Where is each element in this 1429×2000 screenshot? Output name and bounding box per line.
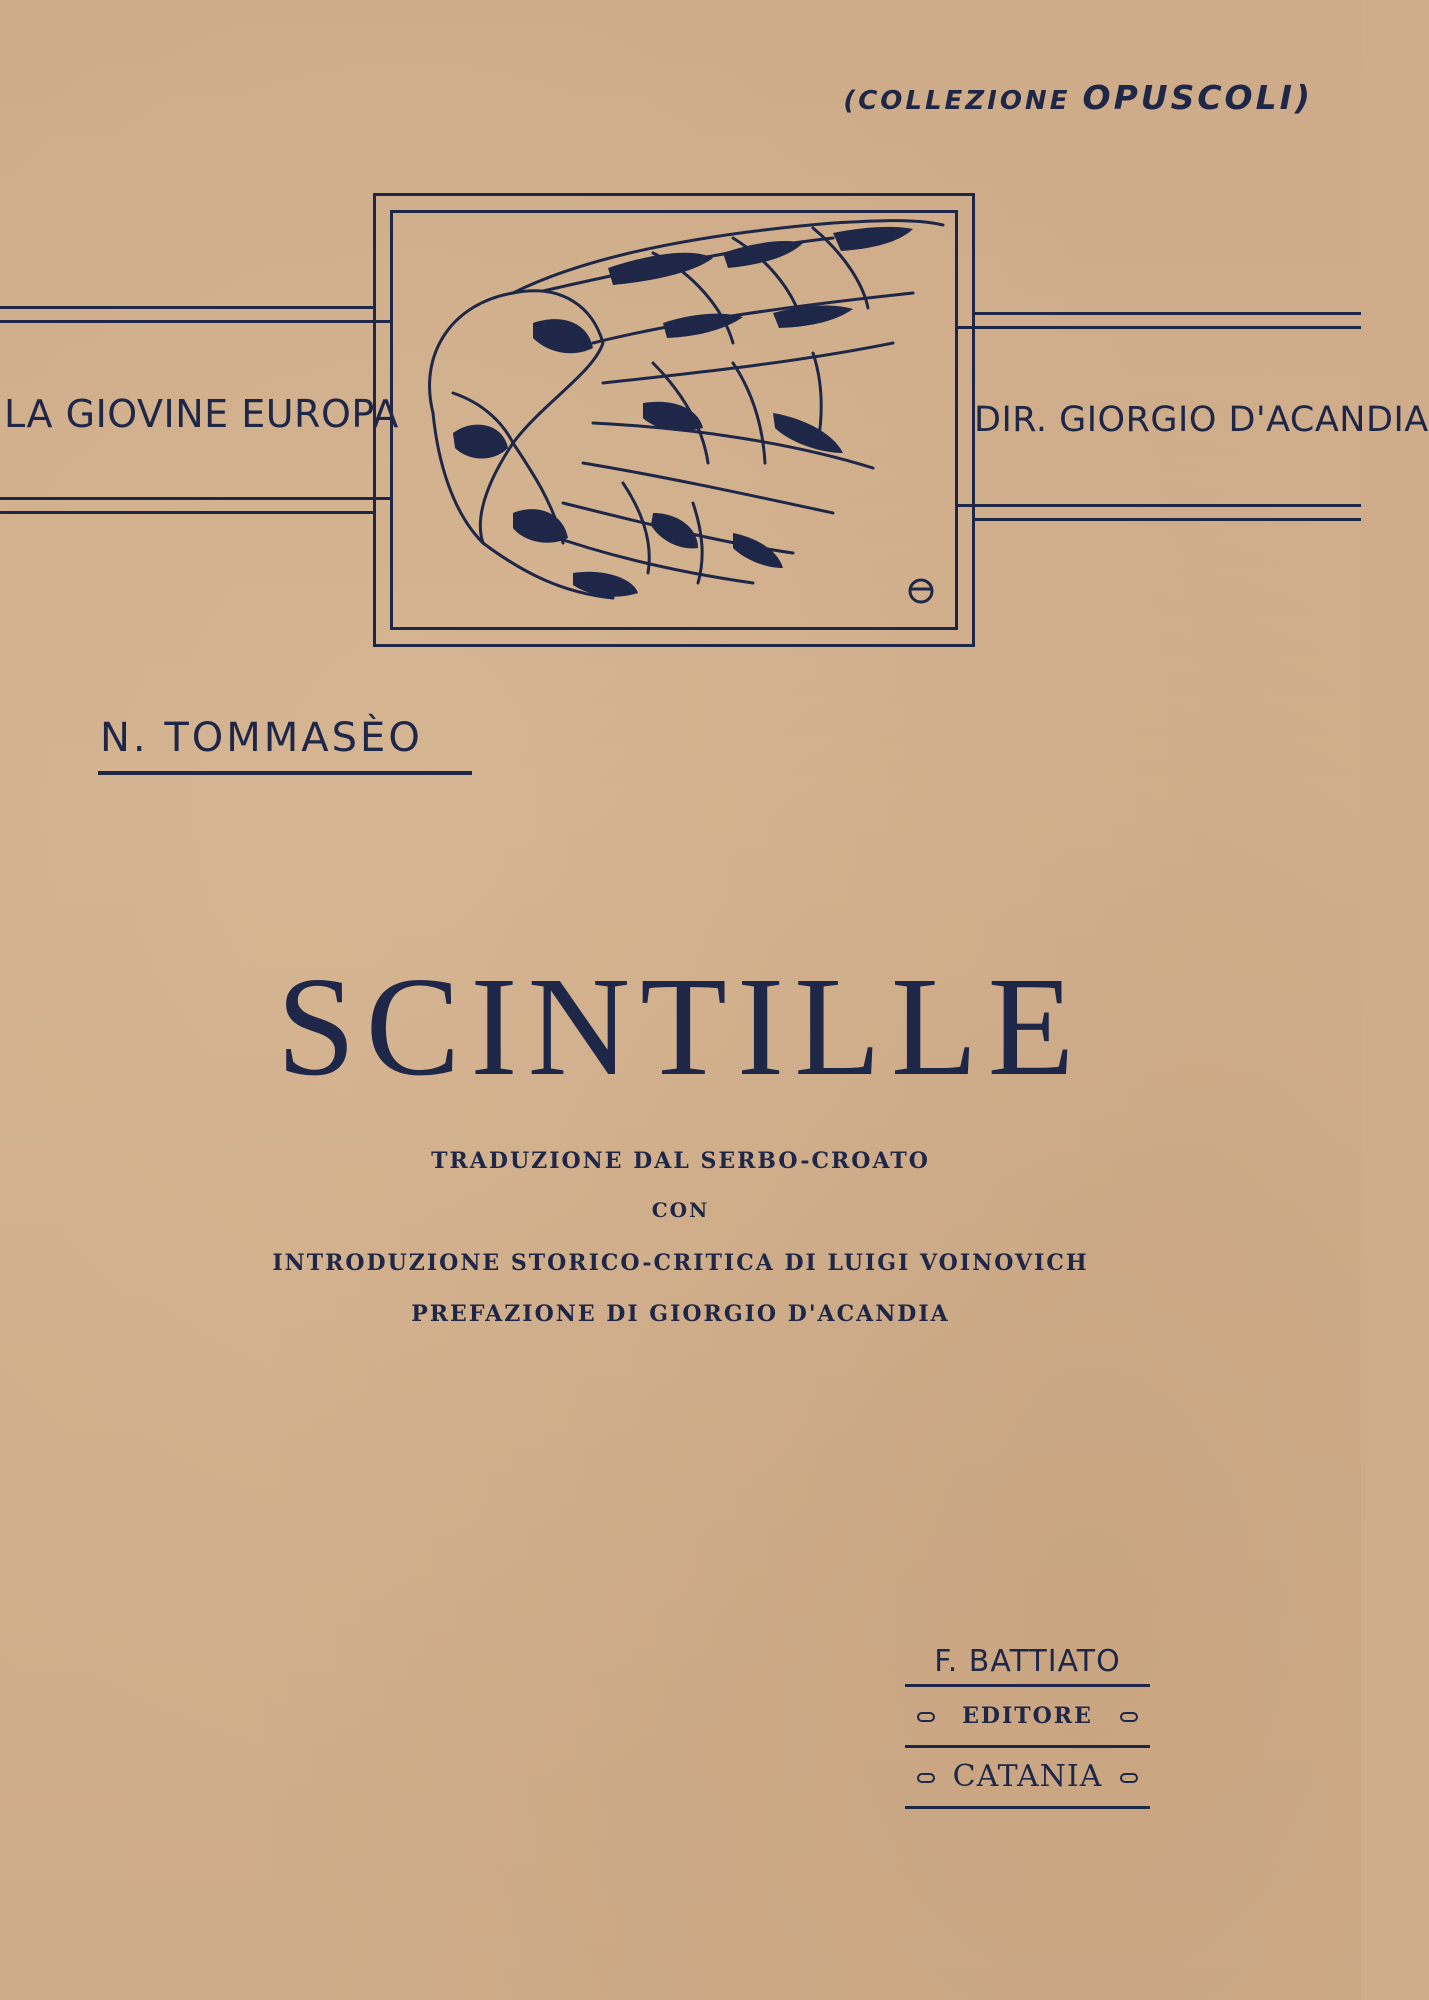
collection-name: OPUSCOLI) [1082,78,1313,117]
ornament-icon [917,1773,935,1783]
publisher-city-row [905,1748,1150,1806]
collection-prefix: (COLLEZIONE [843,86,1071,116]
emblem-panel [390,210,958,630]
series-name: LA GIOVINE EUROPA [4,392,399,436]
series-director: DIR. GIORGIO D'ACANDIA [974,400,1429,440]
band-line-top-left-2 [0,320,390,323]
publisher-role: EDITORE [962,1703,1093,1729]
publisher-city: CATANIA [952,1759,1103,1794]
band-line-top-left [0,306,373,309]
band-line-bottom-right [958,504,1361,507]
collection-label [843,78,1313,117]
publisher-block [905,1640,1150,1809]
subtitle-con: CON [651,1198,710,1222]
ornament-icon [1120,1773,1138,1783]
ornament-icon [1120,1712,1138,1722]
band-line-bottom-left [0,497,390,500]
subtitle-introduction: INTRODUZIONE STORICO-CRITICA DI LUIGI VOINOVICH [272,1250,1089,1276]
band-line-top-right [975,312,1361,315]
publisher-rule [905,1806,1150,1809]
publisher-role-row [905,1687,1150,1745]
band-line-top-right-2 [958,326,1361,329]
author-underline [98,771,472,775]
monogram-icon [910,580,932,602]
author-name: N. TOMMASÈO [100,715,423,761]
publisher-name: F. BATTIATO [934,1644,1121,1679]
band-line-bottom-left-2 [0,511,373,514]
band-line-bottom-right-2 [975,518,1361,521]
ornament-icon [917,1712,935,1722]
book-title: SCINTILLE [276,947,1085,1105]
wing-icon [393,213,955,627]
subtitle-translation: TRADUZIONE DAL SERBO-CROATO [431,1148,930,1174]
subtitle-preface: PREFAZIONE DI GIORGIO D'ACANDIA [411,1301,950,1327]
